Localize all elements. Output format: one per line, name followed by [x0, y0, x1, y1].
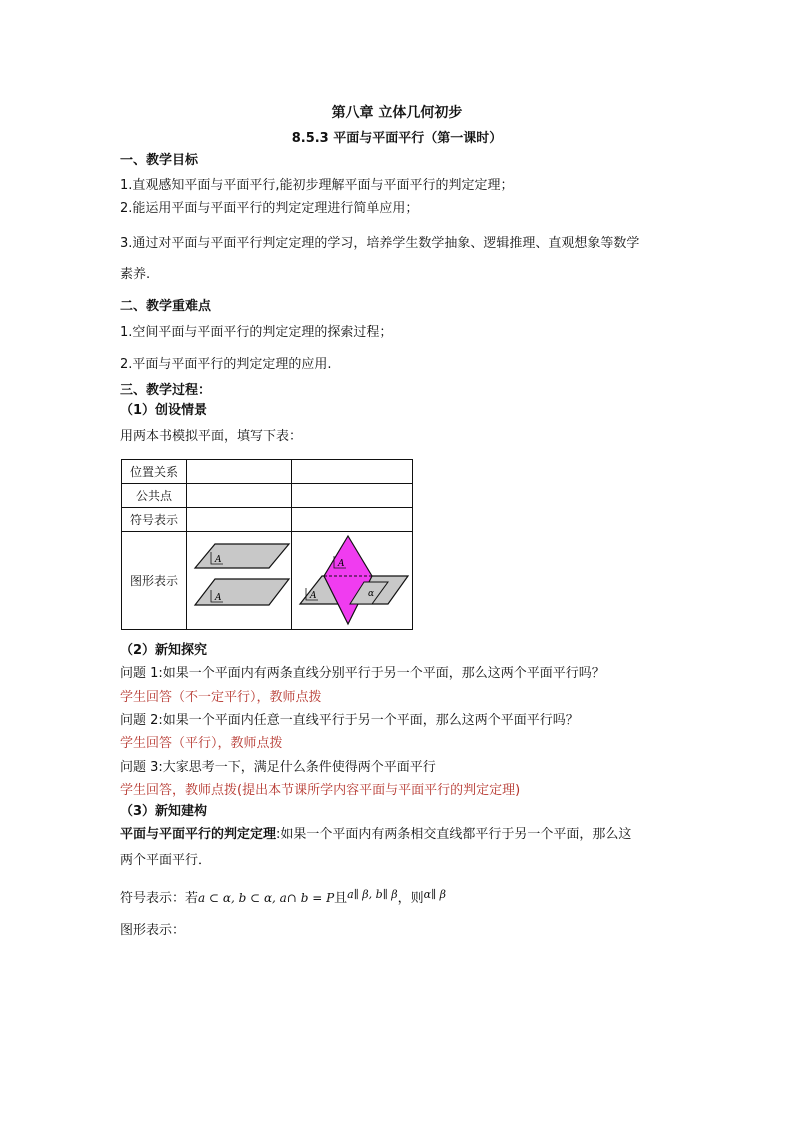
row-label-figure: 图形表示	[122, 532, 187, 630]
position-relation-table	[121, 459, 413, 630]
sub1-heading: （1）创设情景	[120, 403, 208, 418]
plane-upper	[195, 544, 289, 568]
sec1-item-3: 3.通过对平面与平面平行判定定理的学习，培养学生数学抽象、逻辑推理、直观想象等数学	[120, 236, 640, 251]
theorem-body-1: :如果一个平面内有两条相交直线都平行于另一个平面，那么这	[276, 827, 632, 842]
sec2-item-2: 2.平面与平面平行的判定定理的应用.	[120, 357, 332, 372]
intersecting-planes-figure	[292, 532, 412, 626]
answer-2: 学生回答（平行），教师点拨	[120, 736, 283, 751]
row-label-symbol: 符号表示	[122, 508, 187, 532]
sec2-item-1: 1.空间平面与平面平行的判定定理的探索过程；	[120, 325, 393, 340]
theorem-line-1	[120, 826, 631, 844]
magenta-plane-label: A	[338, 559, 345, 569]
theorem-body-2: 两个平面平行．	[120, 853, 212, 868]
figure-prefix: 图形表示：	[120, 923, 186, 938]
question-3: 问题 3:大家思考一下，满足什么条件使得两个平面平行	[120, 760, 436, 775]
section-title: 8.5.3 平面与平面平行（第一课时）	[291, 131, 503, 146]
plane-lower-label: A	[215, 593, 222, 603]
answer-3: 学生回答，教师点拨(提出本节课所学内容平面与平面平行的判定定理)	[120, 783, 521, 798]
plane-lower	[195, 579, 289, 605]
cell-blank	[292, 508, 413, 532]
question-2: 问题 2:如果一个平面内任意一直线平行于另一个平面，那么这两个平面平行吗？	[120, 713, 579, 728]
sec1-item-1: 1.直观感知平面与平面平行,能初步理解平面与平面平行的判定定理；	[120, 178, 514, 193]
parallel-planes-figure	[187, 532, 291, 626]
sec1-heading: 一、教学目标	[120, 153, 199, 168]
cell-blank	[292, 484, 413, 508]
sec3-heading: 三、教学过程：	[120, 383, 212, 398]
symbol-and: 且	[334, 891, 348, 906]
figure-parallel-planes	[187, 532, 292, 630]
figure-intersecting-planes	[292, 532, 413, 630]
symbol-math-2: a∥ β, b∥ β	[347, 888, 398, 901]
symbol-representation	[120, 889, 446, 908]
symbol-prefix: 符号表示：若	[120, 891, 199, 906]
sec1-item-3-cont: 素养.	[120, 267, 151, 282]
symbol-then: ，则	[397, 891, 424, 906]
theorem-title: 平面与平面平行的判定定理	[120, 827, 277, 842]
sub2-heading: （2）新知探究	[120, 643, 208, 658]
answer-1: 学生回答（不一定平行），教师点拨	[120, 690, 322, 705]
chapter-title: 第八章 立体几何初步	[331, 105, 463, 121]
symbol-math-1: a ⊂ α, b ⊂ α, a∩ b = P	[198, 891, 335, 905]
horizontal-plane-label: A	[310, 591, 317, 601]
plane-magenta	[324, 536, 375, 624]
symbol-math-3: α∥ β	[423, 888, 447, 901]
cell-blank	[187, 484, 292, 508]
cell-blank	[187, 460, 292, 484]
sub3-heading: （3）新知建构	[120, 804, 208, 819]
plane-upper-label: A	[215, 555, 222, 565]
question-1: 问题 1:如果一个平面内有两条直线分别平行于另一个平面，那么这两个平面平行吗？	[120, 666, 605, 681]
row-label-position: 位置关系	[122, 460, 187, 484]
row-label-common-point: 公共点	[122, 484, 187, 508]
table-intro: 用两本书模拟平面，填写下表：	[120, 429, 303, 444]
cell-blank	[292, 460, 413, 484]
sec2-heading: 二、教学重难点	[120, 299, 212, 314]
sec1-item-2: 2.能运用平面与平面平行的判定定理进行简单应用；	[120, 201, 419, 216]
alpha-label: α	[368, 589, 375, 599]
cell-blank	[187, 508, 292, 532]
